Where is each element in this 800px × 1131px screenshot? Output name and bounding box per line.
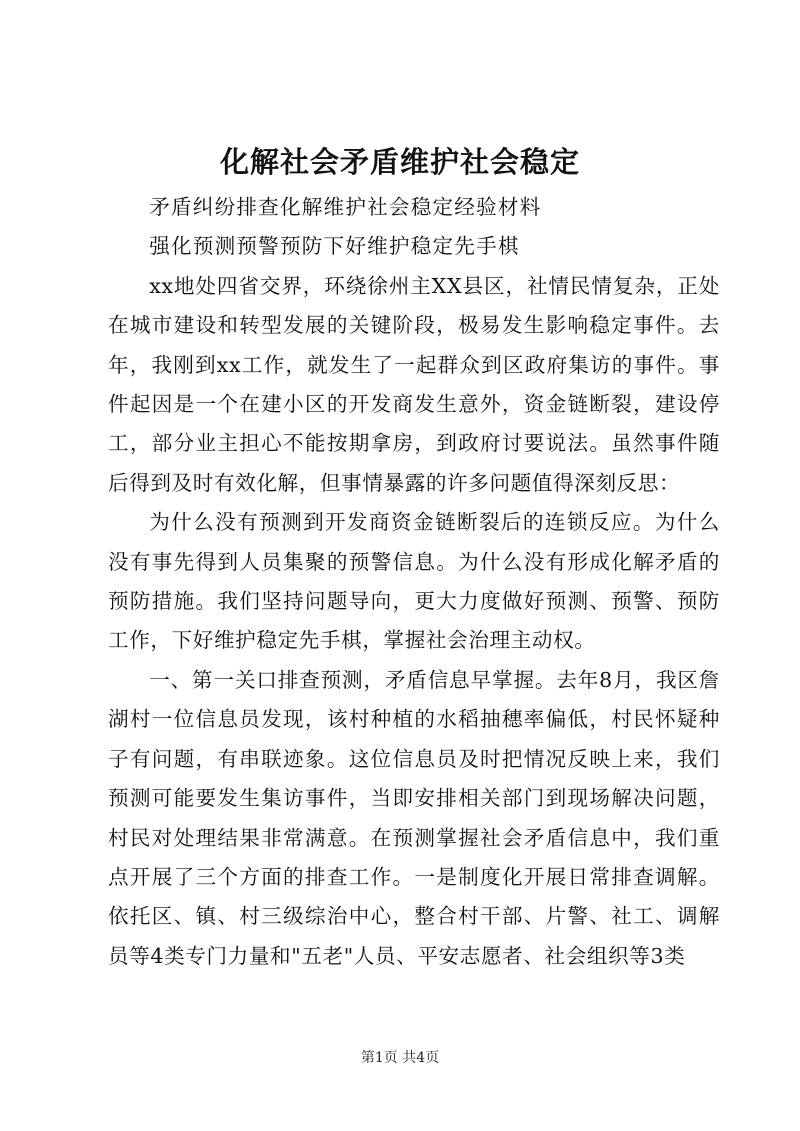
document-body [108, 188, 720, 976]
body-paragraph: 一、第一关口排查预测，矛盾信息早掌握。去年8月，我区詹湖村一位信息员发现，该村种植的水稻抽穗率偏低，村民怀疑种子有问题，有串联迹象。这位信息员及时把情况反映上来，我们预测可能要发生集访事件，当即安排相关部门到现场解决问题，村民对处理结果非常满意。在预测掌握社会矛盾信息中，我们重点开展了三个方面的排查工作。一是制度化开展日常排查调解。依托区、镇、村三级综治中心，整合村干部、片警、社工、调解员等4类专门力量和"五老"人员、平安志愿者、社会组织等3类 [108, 667, 720, 968]
page-number-footer: 第1页 共4页 [360, 1050, 440, 1066]
body-paragraph: xx地处四省交界，环绕徐州主XX县区，社情民情复杂，正处在城市建设和转型发展的关键阶段，极易发生影响稳定事件。去年，我刚到xx工作，就发生了一起群众到区政府集访的事件。事件起因是一个在建小区的开发商发生意外，资金链断裂，建设停工，部分业主担心不能按期拿房，到政府讨要说法。虽然事件随后得到及时有效化解，但事情暴露的许多问题值得深刻反思： [108, 273, 720, 495]
document-title: 化解社会矛盾维护社会稳定 [219, 145, 580, 179]
subtitle-paragraph: 强化预测预警预防下好维护稳定先手棋 [149, 234, 520, 259]
subtitle-paragraph: 矛盾纠纷排查化解维护社会稳定经验材料 [149, 195, 542, 219]
body-paragraph: 为什么没有预测到开发商资金链断裂后的连锁反应。为什么没有事先得到人员集聚的预警信息。为什么没有形成化解矛盾的预防措施。我们坚持问题导向，更大力度做好预测、预警、预防工作，下好维护稳定先手棋，掌握社会治理主动权。 [108, 510, 720, 653]
